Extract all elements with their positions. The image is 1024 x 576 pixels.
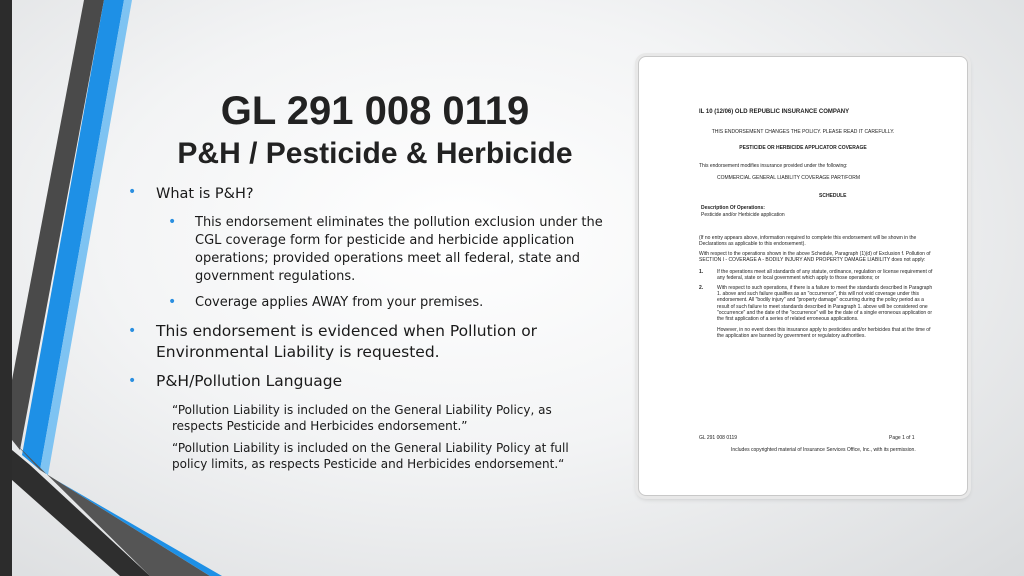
quote-1: “Pollution Liability is included on the General Liability Policy, as respects Pesticide and Herbicides endorsement.” bbox=[172, 403, 552, 433]
bullet-dot: • bbox=[128, 184, 137, 200]
doc-desc-label: Description Of Operations: bbox=[701, 205, 765, 211]
doc-footer-right: Page 1 of 1 bbox=[889, 435, 915, 441]
doc-item-2: With respect to such operations, if there is a failure to meet the standards described in Paragraph 1. above and such failure qualifies as an "occurrence", this will not void coverage under this endorsement. All "bodily injury" and "property damage" occurring during the policy period as a result of such failure to meet standards described in Paragraph 1. above will be considered one "occurrence" and the date of the "occurrence" will be the date of a single erroneous application or the first application of a series of related erroneous applications. bbox=[717, 285, 933, 323]
bullet-dot: • bbox=[168, 294, 177, 310]
doc-notice: THIS ENDORSEMENT CHANGES THE POLICY. PLEASE READ IT CAREFULLY. bbox=[711, 129, 895, 135]
doc-footer-note: Includes copyrighted material of Insurance Services Office, Inc., with its permission. bbox=[731, 447, 916, 453]
bullet-evidenced: This endorsement is evidenced when Pollution or Environmental Liability is requested. bbox=[156, 322, 538, 361]
doc-item-2-number: 2. bbox=[699, 285, 704, 291]
bullet-dot: • bbox=[168, 214, 177, 230]
endorsement-document-image bbox=[638, 56, 968, 496]
quote-2: “Pollution Liability is included on the General Liability Policy at full policy limits, as respects Pesticide and Herbicides endorsement.“ bbox=[172, 441, 569, 471]
doc-item-1: If the operations meet all standards of any statute, ordinance, regulation or license requirement of any federal, state or local government which apply to those operations; or bbox=[717, 269, 933, 282]
doc-schedule: SCHEDULE bbox=[819, 193, 847, 199]
doc-form: COMMERCIAL GENERAL LIABILITY COVERAGE PART/FORM bbox=[717, 175, 860, 181]
doc-item-2b: However, in no event does this insurance apply to pesticides and/or herbicides that at the time of the application are banned by government or regulatory authorities. bbox=[717, 327, 931, 340]
sub-bullet-endorsement: This endorsement eliminates the pollution exclusion under the CGL coverage form for pesticide and herbicide application operations; provided operations meet all federal, state and government regulations. bbox=[195, 215, 603, 284]
doc-item-1-number: 1. bbox=[699, 269, 704, 275]
sub-bullet-away: Coverage applies AWAY from your premises. bbox=[195, 295, 484, 310]
doc-paragraph-2: With respect to the operations shown in the above Schedule, Paragraph (1)(d) of Exclusion f. Pollution of SECTION I - COVERAGE A - BODILY INJURY AND PROPERTY DAMAGE LIABILITY does not apply: bbox=[699, 251, 931, 264]
slide-subtitle: P&H / Pesticide & Herbicide bbox=[177, 137, 573, 170]
doc-paragraph-1: (If no entry appears above, information required to complete this endorsement will be shown in the Declarations as applicable to this endorsement). bbox=[699, 235, 917, 248]
bullet-dot: • bbox=[128, 373, 137, 389]
doc-desc-value: Pesticide and/or Herbicide application bbox=[701, 212, 785, 218]
doc-modifies: This endorsement modifies insurance provided under the following: bbox=[699, 163, 848, 169]
bullet-pollution-language: P&H/Pollution Language bbox=[156, 372, 343, 390]
bullet-what-is-ph: What is P&H? bbox=[156, 186, 254, 202]
doc-title: PESTICIDE OR HERBICIDE APPLICATOR COVERAGE bbox=[739, 145, 867, 151]
bullet-dot: • bbox=[128, 323, 137, 339]
slide-title: GL 291 008 0119 bbox=[220, 89, 530, 133]
doc-header: IL 10 (12/06) OLD REPUBLIC INSURANCE COMPANY bbox=[699, 109, 850, 115]
doc-footer-left: GL 291 008 0119 bbox=[699, 435, 738, 441]
